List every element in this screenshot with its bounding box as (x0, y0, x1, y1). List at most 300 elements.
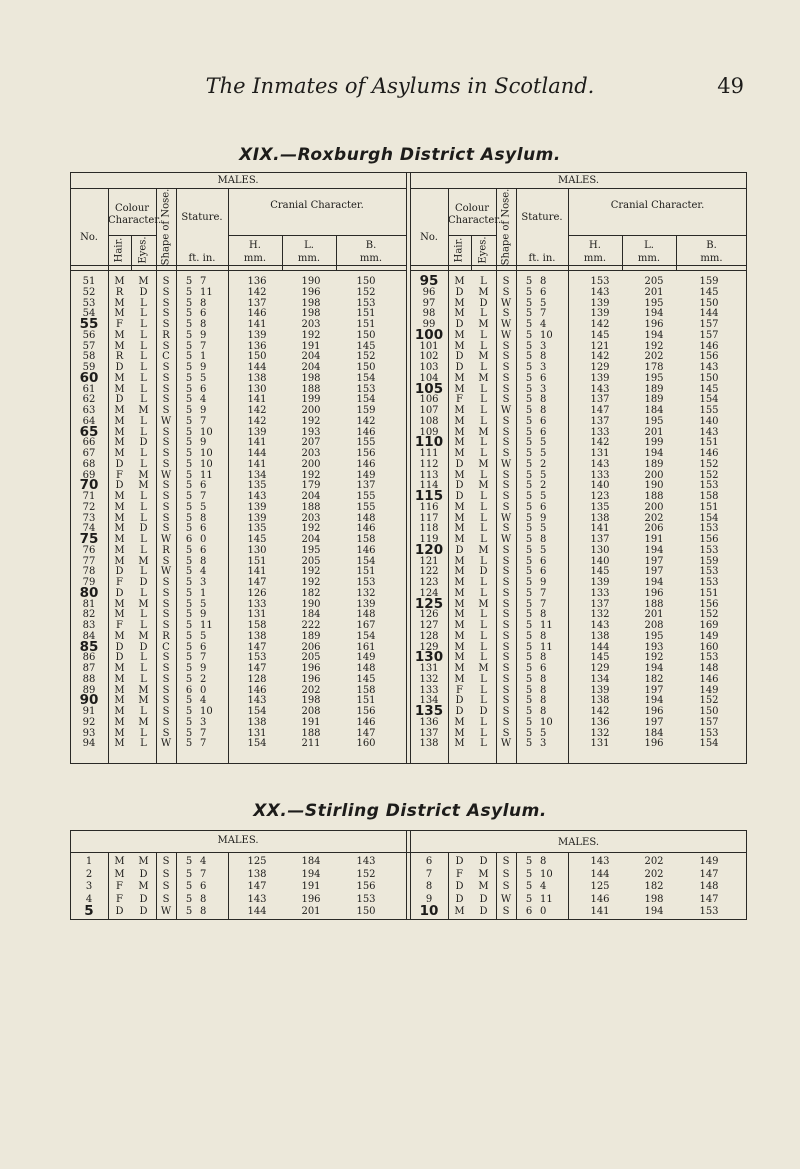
cell-ft: 5 (525, 620, 533, 631)
cell-eyes: M (478, 598, 489, 610)
cell-hair: M (454, 566, 465, 578)
cell-no: 9 (425, 893, 433, 905)
cell-ft: 5 (525, 523, 533, 535)
cell-hair: F (116, 620, 123, 631)
cell-hair: M (454, 620, 465, 631)
cell-inch: 0 (200, 534, 207, 545)
cell-hair: M (114, 491, 125, 502)
cell-nose: S (502, 340, 510, 352)
cell-hair: D (455, 893, 464, 905)
cell-hair: M (454, 716, 465, 728)
cell-h: 139 (590, 577, 610, 588)
cell-h: 141 (247, 566, 267, 578)
hair-header: Hair. (113, 237, 125, 263)
cell-nose: S (162, 458, 170, 470)
cell-hair: M (114, 544, 125, 556)
cell-inch: 4 (540, 881, 547, 892)
cell-b: 158 (699, 491, 719, 502)
cell-eyes: M (478, 868, 489, 880)
cell-ft: 5 (185, 555, 193, 567)
cell-l: 192 (301, 566, 321, 578)
cell-hair: M (454, 673, 465, 685)
cell-ft: 5 (525, 340, 533, 352)
cell-eyes: L (480, 609, 487, 621)
cell-h: 131 (590, 738, 610, 750)
cell-eyes: L (480, 555, 487, 567)
cell-nose: S (502, 881, 510, 892)
colour-header: Colour Character. (448, 203, 502, 226)
cell-ft: 5 (185, 329, 193, 341)
cell-nose: S (502, 706, 510, 717)
cell-no: 69 (82, 469, 96, 481)
cell-eyes: D (479, 893, 488, 905)
cell-inch: 2 (540, 458, 547, 470)
cell-hair: D (455, 881, 464, 892)
cell-ft: 5 (525, 534, 533, 545)
cell-b: 147 (699, 868, 719, 880)
cell-b: 159 (699, 555, 719, 567)
cell-eyes: M (478, 480, 489, 492)
cell-hair: D (455, 544, 464, 556)
cell-l: 182 (644, 881, 664, 892)
cell-b: 147 (356, 727, 376, 739)
cell-nose: S (162, 652, 170, 664)
cell-ft: 5 (525, 297, 533, 309)
cell-eyes: L (480, 523, 487, 535)
cell-ft: 5 (185, 598, 193, 610)
cell-nose: S (162, 512, 170, 524)
cell-l: 182 (301, 587, 321, 599)
cell-no: 96 (422, 286, 436, 298)
cell-inch: 8 (200, 906, 207, 917)
cell-b: 139 (356, 598, 376, 610)
cell-h: 135 (247, 480, 267, 492)
cell-nose: W (500, 893, 512, 905)
cell-nose: S (162, 868, 170, 880)
cell-b: 151 (699, 587, 719, 599)
cell-hair: M (454, 906, 465, 917)
cell-l: 188 (301, 383, 321, 395)
left-group-label: MALES. (217, 175, 259, 186)
cell-inch: 6 (200, 641, 207, 653)
cell-hair: M (114, 856, 125, 867)
cell-eyes: L (140, 544, 147, 556)
cell-l: 211 (301, 738, 321, 750)
cell-hair: M (454, 469, 465, 481)
cell-eyes: L (480, 308, 487, 320)
cell-b: 155 (356, 437, 376, 449)
cell-ft: 5 (525, 695, 533, 707)
cell-nose: S (502, 587, 510, 599)
cell-nose: S (162, 609, 170, 621)
cell-b: 155 (356, 501, 376, 513)
cell-b: 153 (699, 906, 719, 917)
cell-inch: 10 (540, 329, 553, 341)
cell-h: 143 (590, 383, 610, 395)
table-row (0, 855, 800, 868)
cell-ft: 5 (185, 652, 193, 664)
cell-nose: S (502, 566, 510, 578)
cell-no: 94 (82, 738, 96, 750)
cell-eyes: L (480, 727, 487, 739)
cell-eyes: M (138, 856, 149, 867)
cell-b: 153 (699, 566, 719, 578)
cell-hair: M (114, 308, 125, 320)
cell-nose: S (502, 308, 510, 320)
cell-eyes: M (138, 480, 149, 492)
cell-ft: 5 (525, 362, 533, 373)
cell-l: 195 (644, 372, 664, 384)
cell-ft: 5 (525, 372, 533, 384)
cell-eyes: L (140, 426, 147, 438)
cell-nose: R (162, 544, 170, 556)
cell-ft: 5 (525, 415, 533, 427)
cranial-header: Cranial Character. (270, 200, 364, 211)
cell-b: 144 (699, 308, 719, 320)
cell-nose: S (162, 684, 170, 696)
cell-l: 198 (301, 695, 321, 707)
cell-no: 1 (85, 856, 93, 867)
cell-nose: S (502, 437, 510, 449)
cell-no: 130 (414, 649, 444, 666)
cell-h: 141 (247, 437, 267, 449)
cell-h: 125 (590, 881, 610, 892)
cell-hair: F (456, 394, 463, 406)
right-group-label: MALES. (557, 837, 600, 848)
cell-l: 205 (301, 555, 321, 567)
cell-l: 189 (644, 383, 664, 395)
cell-ft: 5 (525, 881, 533, 892)
cell-h: 138 (590, 512, 610, 524)
cell-nose: W (160, 566, 172, 578)
cell-nose: S (162, 620, 170, 631)
cell-nose: S (502, 598, 510, 610)
cell-b: 158 (356, 684, 376, 696)
cell-inch: 5 (540, 437, 547, 449)
cell-ft: 5 (185, 448, 193, 459)
cell-nose: S (162, 372, 170, 384)
cell-no: 114 (419, 480, 439, 492)
cell-nose: S (162, 286, 170, 298)
cell-l: 203 (301, 512, 321, 524)
cell-l: 192 (644, 652, 664, 664)
cell-b: 151 (356, 308, 376, 320)
cell-no: 61 (82, 383, 96, 395)
cell-eyes: L (480, 630, 487, 642)
cell-b: 154 (356, 630, 376, 642)
cell-b: 147 (699, 893, 719, 905)
cell-h: 146 (590, 893, 610, 905)
cell-l: 202 (644, 351, 664, 363)
cell-ft: 5 (185, 906, 193, 917)
cell-no: 138 (419, 738, 439, 750)
cell-l: 203 (301, 319, 321, 330)
cell-hair: M (114, 695, 125, 707)
cell-b: 153 (699, 480, 719, 492)
cell-l: 182 (644, 673, 664, 685)
cell-h: 142 (590, 706, 610, 717)
cell-hair: M (454, 501, 465, 513)
cell-hair: M (454, 437, 465, 449)
cell-nose: S (502, 426, 510, 438)
cell-no: 97 (422, 297, 436, 309)
cell-no: 8 (425, 881, 433, 892)
cell-nose: S (502, 501, 510, 513)
cell-ft: 5 (525, 609, 533, 621)
cell-hair: D (455, 362, 464, 373)
cell-inch: 8 (200, 319, 207, 330)
cell-nose: S (162, 319, 170, 330)
cell-b: 146 (699, 448, 719, 459)
cell-b: 143 (699, 362, 719, 373)
cell-h: 147 (247, 577, 267, 588)
cell-l: 188 (301, 501, 321, 513)
cell-b: 152 (356, 351, 376, 363)
cell-b: 148 (699, 663, 719, 674)
cell-inch: 5 (200, 372, 207, 384)
no-header: No. (420, 232, 438, 243)
cell-inch: 11 (540, 893, 553, 905)
cell-hair: M (114, 383, 125, 395)
cell-hair: M (454, 329, 465, 341)
cell-eyes: D (139, 577, 148, 588)
cell-h: 139 (247, 426, 267, 438)
cell-inch: 4 (540, 319, 547, 330)
cell-nose: S (502, 544, 510, 556)
cell-eyes: L (480, 673, 487, 685)
cell-h: 141 (590, 523, 610, 535)
cell-l: 184 (301, 856, 321, 867)
cell-ft: 5 (525, 405, 533, 416)
stature-header: Stature. (521, 212, 563, 223)
cell-nose: S (502, 491, 510, 502)
cell-nose: S (162, 405, 170, 416)
cell-no: 126 (419, 609, 439, 621)
cell-nose: S (162, 308, 170, 320)
cell-l: 191 (301, 340, 321, 352)
hair-header: Hair. (453, 237, 465, 263)
cell-eyes: M (478, 319, 489, 330)
running-head (0, 74, 800, 108)
cell-h: 138 (247, 630, 267, 642)
cell-h: 154 (247, 706, 267, 717)
cell-inch: 8 (540, 856, 547, 867)
cell-hair: M (454, 383, 465, 395)
cell-inch: 11 (200, 286, 213, 298)
cell-l: 196 (301, 893, 321, 905)
cell-no: 102 (419, 351, 439, 363)
cell-b: 132 (356, 587, 376, 599)
cell-eyes: L (140, 340, 147, 352)
cell-ft: 5 (185, 426, 193, 438)
cell-no: 89 (82, 684, 96, 696)
cell-inch: 8 (540, 695, 547, 707)
cell-eyes: M (478, 663, 489, 674)
cell-eyes: M (138, 405, 149, 416)
cell-h: 133 (590, 426, 610, 438)
cell-ft: 5 (525, 652, 533, 664)
cell-no: 113 (419, 469, 439, 481)
cell-no: 137 (419, 727, 439, 739)
cell-eyes: L (140, 372, 147, 384)
cell-hair: F (116, 577, 123, 588)
cell-hair: M (114, 598, 125, 610)
cell-inch: 7 (200, 491, 207, 502)
cell-nose: S (162, 716, 170, 728)
cell-inch: 6 (200, 480, 207, 492)
cell-no: 10 (419, 903, 439, 919)
cell-inch: 4 (200, 695, 207, 707)
cell-inch: 10 (200, 426, 213, 438)
cell-hair: M (454, 448, 465, 459)
cell-no: 122 (419, 566, 439, 578)
cell-no: 103 (419, 362, 439, 373)
cell-l: 202 (644, 856, 664, 867)
cell-eyes: L (480, 448, 487, 459)
cell-no: 120 (414, 541, 444, 558)
cell-ft: 5 (185, 577, 193, 588)
cell-l: 198 (301, 372, 321, 384)
cell-hair: M (114, 329, 125, 341)
cell-eyes: L (480, 641, 487, 653)
cell-no: 117 (419, 512, 439, 524)
cell-hair: F (456, 684, 463, 696)
mm-l: mm. (297, 253, 321, 264)
cell-hair: F (116, 893, 123, 905)
cell-ft: 5 (185, 405, 193, 416)
cell-ft: 5 (185, 523, 193, 535)
cell-hair: D (455, 351, 464, 363)
cell-inch: 9 (200, 329, 207, 341)
cell-no: 86 (82, 652, 96, 664)
cell-nose: W (500, 512, 512, 524)
cell-inch: 6 (540, 566, 547, 578)
cell-eyes: L (480, 491, 487, 502)
cell-eyes: L (140, 308, 147, 320)
cell-h: 130 (590, 544, 610, 556)
cell-h: 138 (590, 695, 610, 707)
cell-eyes: L (140, 663, 147, 674)
cell-no: 78 (82, 566, 96, 578)
cell-b: 146 (356, 426, 376, 438)
cell-ft: 5 (525, 308, 533, 320)
cell-b: 146 (356, 716, 376, 728)
cell-l: 192 (301, 329, 321, 341)
cell-ft: 5 (185, 587, 193, 599)
cell-no: 55 (79, 316, 99, 332)
cell-no: 68 (82, 458, 96, 470)
cell-nose: S (162, 523, 170, 535)
cell-h: 144 (247, 448, 267, 459)
cell-l: 201 (301, 906, 321, 917)
cell-no: 109 (419, 426, 439, 438)
cell-b: 151 (699, 501, 719, 513)
cell-inch: 3 (540, 362, 547, 373)
cell-b: 153 (699, 577, 719, 588)
cell-ft: 6 (185, 534, 193, 545)
cell-eyes: M (478, 372, 489, 384)
cell-inch: 7 (200, 276, 207, 287)
cell-hair: M (454, 587, 465, 599)
cell-no: 90 (79, 692, 99, 709)
cell-h: 147 (590, 405, 610, 416)
cell-eyes: L (480, 340, 487, 352)
cell-nose: S (502, 480, 510, 492)
cell-h: 136 (247, 340, 267, 352)
cell-nose: S (162, 881, 170, 892)
cell-inch: 5 (200, 501, 207, 513)
cell-hair: M (114, 501, 125, 513)
cell-ft: 5 (185, 297, 193, 309)
cell-nose: S (162, 448, 170, 459)
cell-inch: 9 (200, 609, 207, 621)
cell-inch: 10 (200, 706, 213, 717)
cell-nose: S (162, 727, 170, 739)
cell-b: 149 (699, 856, 719, 867)
cell-no: 66 (82, 437, 96, 449)
cell-inch: 8 (540, 405, 547, 416)
cell-ft: 5 (185, 491, 193, 502)
cell-hair: M (114, 276, 125, 287)
cell-ft: 5 (185, 372, 193, 384)
cell-l: 204 (301, 491, 321, 502)
cell-no: 115 (414, 488, 444, 504)
cell-nose: W (500, 329, 512, 341)
cell-b: 148 (356, 663, 376, 674)
cell-nose: C (162, 641, 170, 653)
cell-b: 157 (699, 329, 719, 341)
cell-ft: 5 (185, 673, 193, 685)
cell-nose: S (502, 641, 510, 653)
cell-ft: 5 (185, 319, 193, 330)
cell-ft: 5 (525, 448, 533, 459)
cell-b: 156 (699, 351, 719, 363)
cell-ft: 5 (525, 706, 533, 717)
cell-hair: M (454, 340, 465, 352)
cell-no: 92 (82, 716, 96, 728)
cell-eyes: L (480, 415, 487, 427)
cell-inch: 8 (540, 394, 547, 406)
cell-no: 2 (85, 868, 93, 880)
cell-eyes: L (480, 577, 487, 588)
cell-hair: D (455, 856, 464, 867)
cell-nose: S (162, 394, 170, 406)
cell-eyes: M (138, 598, 149, 610)
cell-h: 133 (590, 587, 610, 599)
cell-nose: S (502, 351, 510, 363)
cell-ft: 5 (525, 738, 533, 750)
cell-l: 196 (301, 673, 321, 685)
b-header: B. (365, 240, 377, 251)
cell-ft: 5 (185, 738, 193, 750)
cell-eyes: M (138, 684, 149, 696)
cell-inch: 5 (540, 448, 547, 459)
cell-ft: 5 (525, 727, 533, 739)
cell-ft: 5 (185, 695, 193, 707)
cell-no: 57 (82, 340, 96, 352)
cell-hair: M (114, 673, 125, 685)
cell-ft: 5 (185, 706, 193, 717)
cell-no: 71 (82, 491, 96, 502)
cell-hair: D (115, 652, 124, 664)
cell-hair: M (454, 630, 465, 642)
cell-h: 137 (590, 394, 610, 406)
cell-ft: 5 (525, 383, 533, 395)
cell-hair: M (454, 727, 465, 739)
cell-ft: 5 (525, 319, 533, 330)
cell-nose: S (162, 383, 170, 395)
cell-b: 149 (699, 630, 719, 642)
